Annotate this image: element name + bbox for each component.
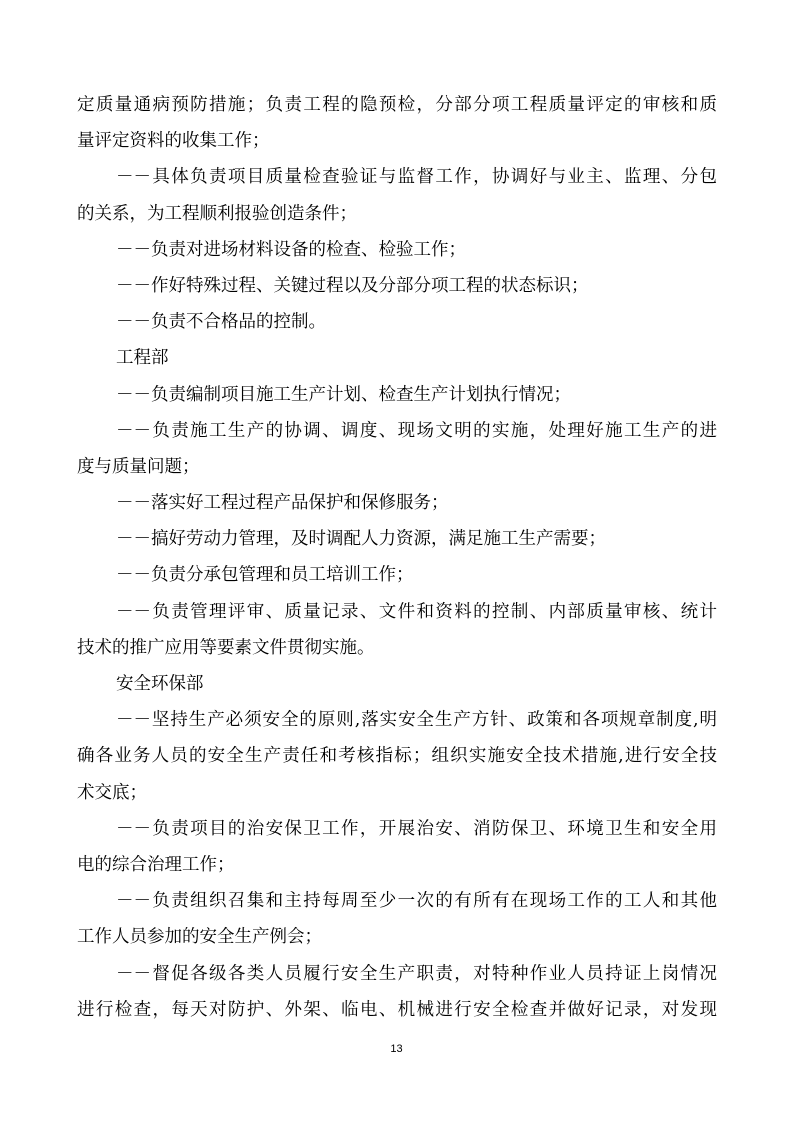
list-item [77,159,717,231]
paragraph-continuation [77,87,717,159]
text-line: 术交底； [77,782,147,803]
list-item [77,557,717,593]
text-line: －－负责对进场材料设备的检查、检验工作； [116,239,466,260]
text-line: 量评定资料的收集工作； [77,131,270,152]
list-item [77,485,717,521]
list-item [77,304,717,340]
list-item [77,268,717,304]
text-line: 定质量通病预防措施；负责工程的隐预检，分部分项工程质量评定的审核和质 [77,95,717,115]
list-item [77,702,717,811]
text-line: －－搞好劳动力管理，及时调配人力资源，满足施工生产需要； [116,529,606,550]
text-line: －－负责施工生产的协调、调度、现场文明的实施，处理好施工生产的进 [116,420,717,441]
list-item [77,521,717,557]
section-heading-engineering [77,340,717,376]
text-line: －－负责管理评审、质量记录、文件和资料的控制、内部质量审核、统计 [116,601,717,622]
text-line: －－负责分承包管理和员工培训工作； [116,565,414,586]
text-line: －－落实好工程过程产品保护和保修服务； [116,493,449,514]
text-line: －－作好特殊过程、关键过程以及分部分项工程的状态标识； [116,275,589,296]
list-item [77,956,717,1028]
text-line: －－负责不合格品的控制。 [116,312,326,333]
text-line: 工作人员参加的安全生产例会； [77,927,322,948]
text-line: －－具体负责项目质量检查验证与监督工作，协调好与业主、监理、分包 [116,167,717,188]
text-line: －－负责组织召集和主持每周至少一次的有所有在现场工作的工人和其他 [116,891,717,912]
text-line: －－负责编制项目施工生产计划、检查生产计划执行情况； [116,384,571,405]
text-line: 度与质量问题； [77,456,200,477]
list-item [77,594,717,666]
text-line: 进行检查，每天对防护、外架、临电、机械进行安全检查并做好记录，对发现 [77,999,717,1020]
page-number: 13 [390,1043,403,1055]
text-line: －－督促各级各类人员履行安全生产职责，对特种作业人员持证上岗情况 [116,963,717,984]
section-heading: 安全环保部 [116,674,204,694]
text-line: 电的综合治理工作； [77,854,235,875]
text-line: 的关系，为工程顺利报验创造条件； [77,203,357,224]
section-heading: 工程部 [116,348,169,369]
document-body [77,87,717,1028]
text-line: 技术的推广应用等要素文件贯彻实施。 [77,637,375,658]
list-item [77,811,717,883]
list-item [77,883,717,955]
section-heading-safety [77,666,717,702]
list-item [77,232,717,268]
text-line: －－负责项目的治安保卫工作，开展治安、消防保卫、环境卫生和安全用 [116,818,717,839]
text-line: 确各业务人员的安全生产责任和考核指标；组织实施安全技术措施,进行安全技 [77,746,717,767]
list-item [77,377,717,413]
text-line: －－坚持生产必须安全的原则,落实安全生产方针、政策和各项规章制度,明 [116,710,717,731]
list-item [77,413,717,485]
